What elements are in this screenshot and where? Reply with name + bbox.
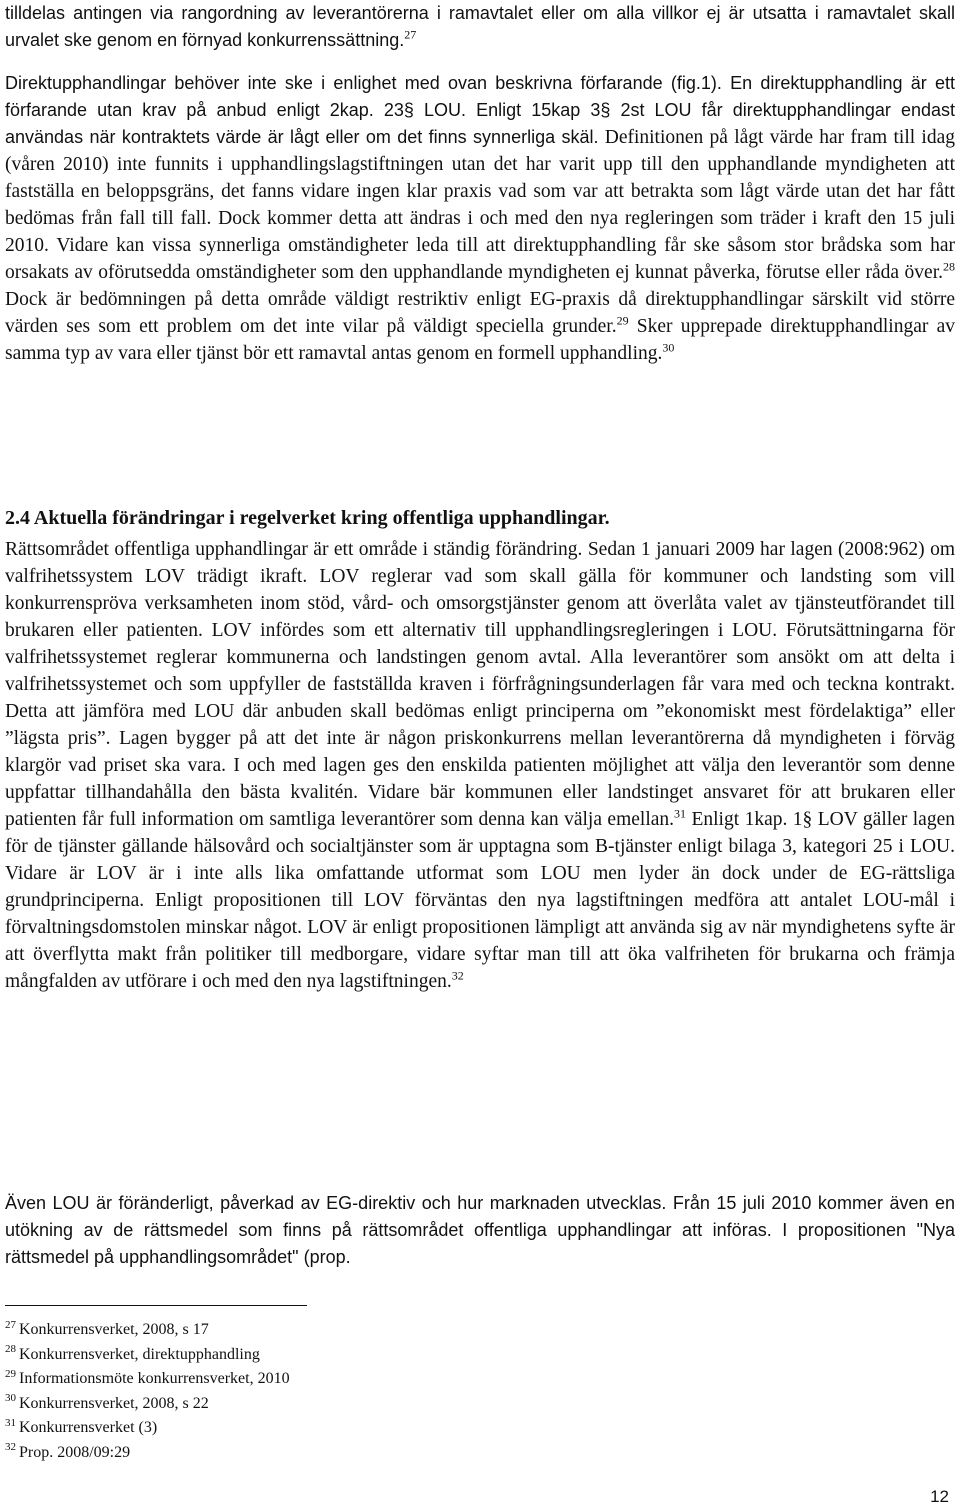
body-paragraph-2 <box>5 70 955 367</box>
footnote-number: 30 <box>5 1392 16 1405</box>
footnote-number: 28 <box>5 1343 16 1356</box>
footnote-text: Konkurrensverket, direktupphandling <box>19 1345 260 1363</box>
body-paragraph-4 <box>5 1190 955 1271</box>
footnote-list <box>5 1318 605 1465</box>
section-heading: 2.4 Aktuella förändringar i regelverket kring offentliga upphandlingar. <box>5 507 610 529</box>
footnote-item <box>5 1343 605 1368</box>
footnote-ref-30: 30 <box>662 340 675 355</box>
footnote-text: Konkurrensverket (3) <box>19 1419 158 1436</box>
footnote-separator <box>5 1305 307 1306</box>
footnote-text: Informationsmöte konkurrensverket, 2010 <box>19 1370 290 1387</box>
footnote-item <box>5 1318 605 1343</box>
footnote-ref-28: 28 <box>943 259 955 274</box>
paragraph-text-eg-praxis: Dock är bedömningen på detta område väldigt restriktiv enligt EG-praxis då direktupphandlingar särskilt vid större värden ses som ett problem om det inte vilar på väldigt speciella grunder. <box>5 289 955 337</box>
footnote-ref-29: 29 <box>616 313 629 328</box>
footnote-item <box>5 1392 605 1417</box>
footnote-item <box>5 1367 605 1392</box>
paragraph-text: Även LOU är föränderligt, påverkad av EG-direktiv och hur marknaden utvecklas. Från 15 juli 2010 kommer även en utökning av de rättsmedel som finns på rättsområdet offentliga upphandlingar att införas. I propositionen "Nya rättsmedel på upphandlingsområdet" (prop. <box>5 1193 955 1267</box>
footnote-number: 32 <box>5 1441 16 1454</box>
body-paragraph-1 <box>5 0 955 54</box>
document-page <box>5 0 955 1509</box>
footnote-item <box>5 1416 605 1441</box>
footnote-ref-32: 32 <box>451 968 464 983</box>
paragraph-text-definition: Definitionen på lågt värde har fram till idag (våren 2010) inte funnits i upphandlingslagstiftningen utan det har varit upp till den upphandlande myndigheten att fastställa en beloppsgräns, det fanns vidare ingen klar praxis vad som var att betrakta som lågt värde utan det har fått bedömas från fall till fall. Dock kommer detta att ändras i och med den nya regleringen som träder i kraft den 15 juli 2010. Vidare kan vissa synnerliga omständigheter leda till att direktupphandling får ske såsom stor brådska som har orsakats av oförutsedda omständigheter som den upphandlande myndigheten ej kunnat påverka, förutse eller råda över. <box>5 127 955 283</box>
paragraph-text-lov-scope: Enligt 1kap. 1§ LOV gäller lagen för de tjänster gällande hälsovård och socialtjänster som är upptagna som B-tjänster enligt bilaga 3, kategori 25 i LOU. Vidare är LOV är i inte alls lika omfattande utformat som LOU men lyder än dock under de EG-rättsliga grundprinciperna. Enligt propositionen till LOV förväntas den nya lagstiftningen medföra att antalet LOU-mål i förvaltningsdomstolen minskar något. LOV är enligt propositionen lämpligt att använda sig av när myndighetens syfte är att överflytta makt från politiker till medborgare, vidare syftar man till att öka valfriheten för brukarna och främja mångfalden av utförare i och med den nya lagstiftningen. <box>5 809 955 992</box>
paragraph-text-lov: Rättsområdet offentliga upphandlingar är ett område i ständig förändring. Sedan 1 januari 2009 har lagen (2008:962) om valfrihetssystem LOV trädigt ikraft. LOV reglerar vad som skall gälla för kommuner och landsting som vill konkurrenspröva verksamheten inom stöd, vård- och omsorgstjänster genom att överlåta valet av tjänsteutförandet till brukaren eller patienten. LOV infördes som ett alternativ till upphandlingsregleringen i LOU. Förutsättningarna för valfrihetssystemet reglerar kommunerna och landstingen genom avtal. Alla leverantörer som ansökt om att delta i valfrihetssystemet och som uppfyller de fastställda kraven i förfrågningsunderlagen får vara med och teckna kontrakt. Detta att jämföra med LOU där anbuden skall bedömas enligt principerna om ”ekonomiskt mest fördelaktiga” eller ”lägsta pris”. Lagen bygger på att det inte är någon priskonkurrens mellan leverantörerna då myndigheten i förväg klargör vad priset ska vara. I och med lagen ges den enskilda patienten möjlighet att välja den leverantör som denne uppfattar tillhandahålla den bästa kvalitén. Vidare bär kommunen eller landstinget ansvaret för att brukaren eller patienten får full information om samtliga leverantörer som denna kan välja emellan. <box>5 539 955 830</box>
footnote-ref-27: 27 <box>404 27 417 42</box>
paragraph-text-direktupphandling: Direktupphandlingar behöver inte ske i enlighet med ovan beskrivna förfarande (fig.1). En direktupphandling är ett förfarande utan krav på anbud enligt 2kap. 23§ LOU. Enligt 15kap 3§ 2st LOU får direktupphandlingar endast användas när kontraktets värde är lågt eller om det finns synnerliga skäl. <box>5 73 955 147</box>
footnote-text: Konkurrensverket, 2008, s 17 <box>19 1321 209 1338</box>
footnote-text: Konkurrensverket, 2008, s 22 <box>19 1394 209 1412</box>
footnote-number: 27 <box>5 1318 16 1331</box>
footnote-number: 29 <box>5 1367 16 1380</box>
page-number: 12 <box>930 1487 949 1506</box>
footnote-item <box>5 1441 605 1466</box>
paragraph-text: tilldelas antingen via rangordning av leverantörerna i ramavtalet eller om alla villkor ej är utsatta i ramavtalet skall urvalet ske genom en förnyad konkurrenssättning. <box>5 3 955 50</box>
footnote-text: Prop. 2008/09:29 <box>19 1443 131 1461</box>
footnote-ref-31: 31 <box>674 806 687 821</box>
paragraph-text-ramavtal: Sker upprepade direktupphandlingar av samma typ av vara eller tjänst bör ett ramavtal antas genom en formell upphandling. <box>5 316 955 364</box>
body-paragraph-3 <box>5 536 955 995</box>
footnote-number: 31 <box>5 1416 16 1429</box>
